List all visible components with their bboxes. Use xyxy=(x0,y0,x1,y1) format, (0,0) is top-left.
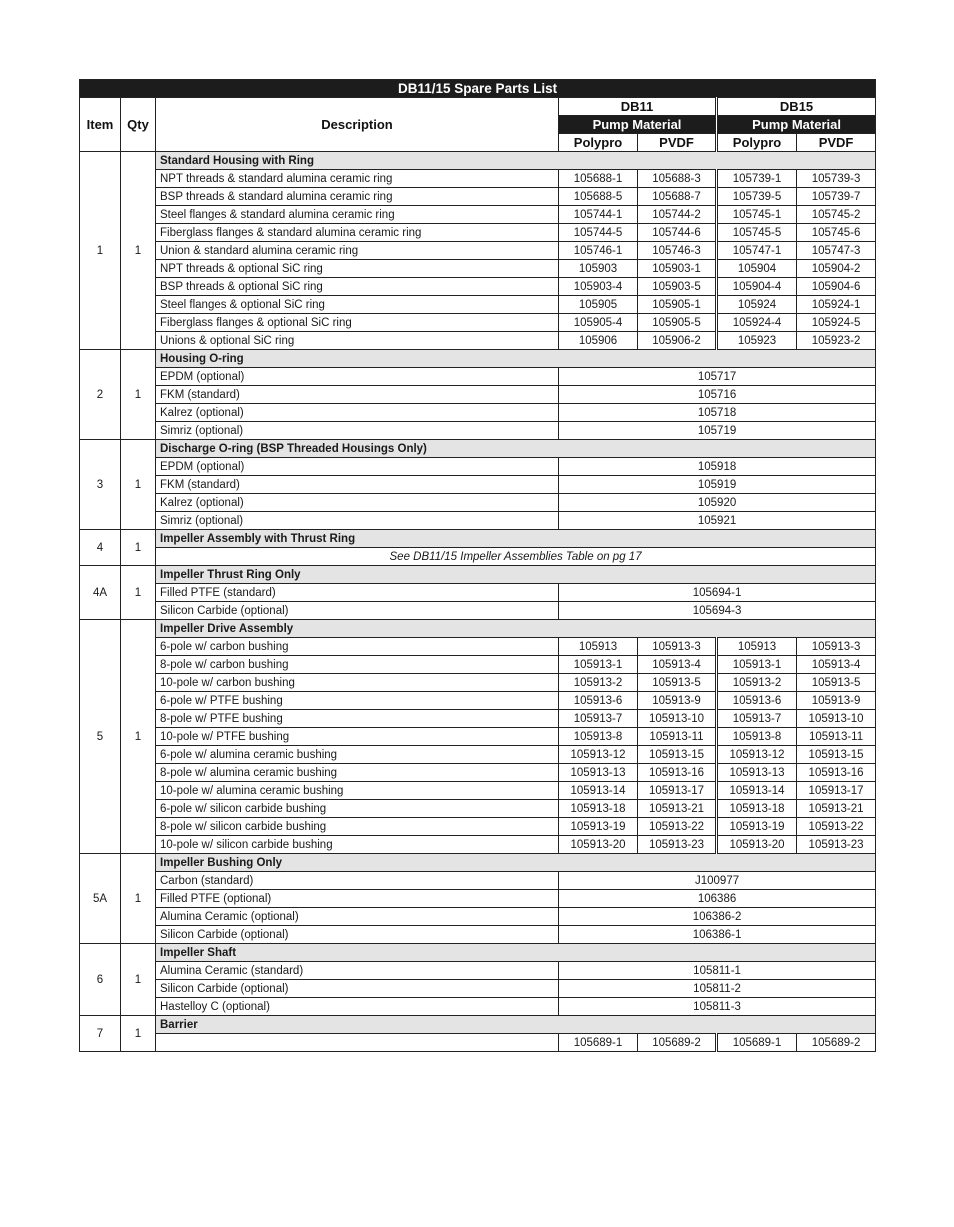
part-number-db15-polypro: 105923 xyxy=(717,332,797,350)
section-row xyxy=(80,1016,876,1034)
part-number-db15-pvdf: 105904-6 xyxy=(797,278,876,296)
part-number-db15-pvdf: 105739-7 xyxy=(797,188,876,206)
part-number-db15-pvdf: 105913-22 xyxy=(797,818,876,836)
part-number-db15-pvdf: 105923-2 xyxy=(797,332,876,350)
part-number-db15-polypro: 105745-1 xyxy=(717,206,797,224)
part-number-db11-pvdf: 105746-3 xyxy=(638,242,717,260)
header-qty: Qty xyxy=(121,98,156,152)
part-description: Silicon Carbide (optional) xyxy=(156,980,559,998)
section-row xyxy=(80,530,876,548)
part-row xyxy=(80,764,876,782)
part-number-db15-polypro: 105913-13 xyxy=(717,764,797,782)
part-number-all: 105920 xyxy=(559,494,876,512)
part-row xyxy=(80,674,876,692)
part-number-db15-pvdf: 105913-21 xyxy=(797,800,876,818)
item-number: 5A xyxy=(80,854,121,944)
part-number-db11-polypro: 105913-8 xyxy=(559,728,638,746)
part-description: FKM (standard) xyxy=(156,386,559,404)
part-row xyxy=(80,638,876,656)
part-number-db15-pvdf: 105913-23 xyxy=(797,836,876,854)
part-number-db11-pvdf: 105688-3 xyxy=(638,170,717,188)
part-number-db11-polypro: 105913-6 xyxy=(559,692,638,710)
part-description: 6-pole w/ silicon carbide bushing xyxy=(156,800,559,818)
part-number-db15-polypro: 105924 xyxy=(717,296,797,314)
part-description: FKM (standard) xyxy=(156,476,559,494)
part-description: NPT threads & standard alumina ceramic ring xyxy=(156,170,559,188)
part-number-db11-polypro: 105913-18 xyxy=(559,800,638,818)
header-db11-pump-material: Pump Material xyxy=(559,116,717,134)
part-number-db15-pvdf: 105913-15 xyxy=(797,746,876,764)
part-number-db15-pvdf: 105913-4 xyxy=(797,656,876,674)
part-number-all: 105718 xyxy=(559,404,876,422)
part-number-db11-polypro: 105913-13 xyxy=(559,764,638,782)
part-row xyxy=(80,242,876,260)
section-title: Impeller Bushing Only xyxy=(156,854,876,872)
part-row xyxy=(80,368,876,386)
part-number-all: 105716 xyxy=(559,386,876,404)
part-number-db15-pvdf: 105739-3 xyxy=(797,170,876,188)
section-row xyxy=(80,620,876,638)
part-description: 8-pole w/ carbon bushing xyxy=(156,656,559,674)
part-number-db15-polypro: 105913-18 xyxy=(717,800,797,818)
quantity: 1 xyxy=(121,1016,156,1052)
part-number-all: 105919 xyxy=(559,476,876,494)
section-title: Standard Housing with Ring xyxy=(156,152,876,170)
part-number-db15-polypro: 105913-19 xyxy=(717,818,797,836)
part-row xyxy=(80,458,876,476)
part-number-db11-polypro: 105746-1 xyxy=(559,242,638,260)
part-row xyxy=(80,548,876,566)
part-row xyxy=(80,188,876,206)
part-number-db15-pvdf: 105913-5 xyxy=(797,674,876,692)
spare-parts-sheet xyxy=(79,79,875,1052)
part-description: Carbon (standard) xyxy=(156,872,559,890)
header-db15: DB15 xyxy=(717,98,876,116)
section-title: Impeller Shaft xyxy=(156,944,876,962)
part-number-db11-polypro: 105906 xyxy=(559,332,638,350)
part-number-db11-polypro: 105913-2 xyxy=(559,674,638,692)
part-number-all: 106386-2 xyxy=(559,908,876,926)
part-number-all: 105694-1 xyxy=(559,584,876,602)
part-number-db15-pvdf: 105904-2 xyxy=(797,260,876,278)
part-number-db15-polypro: 105913-12 xyxy=(717,746,797,764)
section-title: Barrier xyxy=(156,1016,876,1034)
part-number-db15-polypro: 105913-20 xyxy=(717,836,797,854)
part-row xyxy=(80,1034,876,1052)
part-number-db15-pvdf: 105689-2 xyxy=(797,1034,876,1052)
section-row xyxy=(80,854,876,872)
part-number-db11-pvdf: 105905-1 xyxy=(638,296,717,314)
part-number-all: 106386-1 xyxy=(559,926,876,944)
table-title: DB11/15 Spare Parts List xyxy=(80,80,876,98)
part-row xyxy=(80,890,876,908)
section-row xyxy=(80,350,876,368)
part-number-db11-polypro: 105913-7 xyxy=(559,710,638,728)
header-db15-pump-material: Pump Material xyxy=(717,116,876,134)
quantity: 1 xyxy=(121,854,156,944)
spare-parts-table xyxy=(79,79,876,1052)
part-number-all: 105694-3 xyxy=(559,602,876,620)
part-row xyxy=(80,692,876,710)
item-number: 6 xyxy=(80,944,121,1016)
item-number: 2 xyxy=(80,350,121,440)
part-number-db11-polypro: 105903-4 xyxy=(559,278,638,296)
part-description: 10-pole w/ carbon bushing xyxy=(156,674,559,692)
item-number: 4A xyxy=(80,566,121,620)
part-description: Fiberglass flanges & standard alumina ceramic ring xyxy=(156,224,559,242)
part-row xyxy=(80,962,876,980)
part-row xyxy=(80,872,876,890)
quantity: 1 xyxy=(121,350,156,440)
part-row xyxy=(80,260,876,278)
part-description: EPDM (optional) xyxy=(156,368,559,386)
part-description: Filled PTFE (standard) xyxy=(156,584,559,602)
part-description: Unions & optional SiC ring xyxy=(156,332,559,350)
part-row xyxy=(80,710,876,728)
part-number-db11-polypro: 105913-12 xyxy=(559,746,638,764)
quantity: 1 xyxy=(121,944,156,1016)
part-number-db15-pvdf: 105913-3 xyxy=(797,638,876,656)
part-number-db11-pvdf: 105903-5 xyxy=(638,278,717,296)
quantity: 1 xyxy=(121,620,156,854)
part-description: Silicon Carbide (optional) xyxy=(156,602,559,620)
part-number-db11-polypro: 105905 xyxy=(559,296,638,314)
part-description: Filled PTFE (optional) xyxy=(156,890,559,908)
part-number-db15-pvdf: 105924-1 xyxy=(797,296,876,314)
part-row xyxy=(80,908,876,926)
part-number-db15-polypro: 105913-7 xyxy=(717,710,797,728)
table-title-row xyxy=(80,80,876,98)
part-number-db15-pvdf: 105913-10 xyxy=(797,710,876,728)
part-number-db11-pvdf: 105913-9 xyxy=(638,692,717,710)
part-description: BSP threads & optional SiC ring xyxy=(156,278,559,296)
section-title: Impeller Assembly with Thrust Ring xyxy=(156,530,876,548)
part-row xyxy=(80,404,876,422)
section-row xyxy=(80,944,876,962)
part-row xyxy=(80,656,876,674)
part-description xyxy=(156,1034,559,1052)
quantity: 1 xyxy=(121,566,156,620)
reference-note: See DB11/15 Impeller Assemblies Table on pg 17 xyxy=(156,548,876,566)
part-description: Union & standard alumina ceramic ring xyxy=(156,242,559,260)
part-number-db11-polypro: 105913-1 xyxy=(559,656,638,674)
part-description: Hastelloy C (optional) xyxy=(156,998,559,1016)
part-number-db15-pvdf: 105913-17 xyxy=(797,782,876,800)
part-number-db11-pvdf: 105903-1 xyxy=(638,260,717,278)
part-number-db11-polypro: 105744-5 xyxy=(559,224,638,242)
quantity: 1 xyxy=(121,152,156,350)
part-description: Kalrez (optional) xyxy=(156,494,559,512)
part-number-db15-polypro: 105904 xyxy=(717,260,797,278)
part-number-db15-polypro: 105739-5 xyxy=(717,188,797,206)
part-description: BSP threads & standard alumina ceramic ring xyxy=(156,188,559,206)
part-row xyxy=(80,170,876,188)
part-description: 10-pole w/ alumina ceramic bushing xyxy=(156,782,559,800)
part-number-db15-polypro: 105745-5 xyxy=(717,224,797,242)
part-number-db15-polypro: 105913-2 xyxy=(717,674,797,692)
item-number: 1 xyxy=(80,152,121,350)
part-number-db11-pvdf: 105913-22 xyxy=(638,818,717,836)
part-number-db11-polypro: 105913-14 xyxy=(559,782,638,800)
part-number-db11-polypro: 105689-1 xyxy=(559,1034,638,1052)
part-number-db11-pvdf: 105913-5 xyxy=(638,674,717,692)
part-number-db11-pvdf: 105913-11 xyxy=(638,728,717,746)
part-number-db15-polypro: 105913-6 xyxy=(717,692,797,710)
part-row xyxy=(80,512,876,530)
part-row xyxy=(80,422,876,440)
section-title: Impeller Drive Assembly xyxy=(156,620,876,638)
part-description: Simriz (optional) xyxy=(156,422,559,440)
part-row xyxy=(80,476,876,494)
header-db15-pvdf: PVDF xyxy=(797,134,876,152)
section-title: Housing O-ring xyxy=(156,350,876,368)
header-row-models xyxy=(80,98,876,116)
part-number-db11-pvdf: 105913-10 xyxy=(638,710,717,728)
section-row xyxy=(80,440,876,458)
quantity: 1 xyxy=(121,440,156,530)
header-description: Description xyxy=(156,98,559,152)
part-number-all: 105918 xyxy=(559,458,876,476)
part-row xyxy=(80,926,876,944)
item-number: 3 xyxy=(80,440,121,530)
part-number-db15-pvdf: 105745-6 xyxy=(797,224,876,242)
part-number-db11-pvdf: 105913-4 xyxy=(638,656,717,674)
parts-body xyxy=(80,152,876,1052)
part-number-db11-pvdf: 105906-2 xyxy=(638,332,717,350)
part-number-db15-pvdf: 105745-2 xyxy=(797,206,876,224)
part-number-db15-polypro: 105913-1 xyxy=(717,656,797,674)
part-number-db11-polypro: 105688-5 xyxy=(559,188,638,206)
part-description: 6-pole w/ PTFE bushing xyxy=(156,692,559,710)
part-number-all: 106386 xyxy=(559,890,876,908)
part-number-all: 105811-2 xyxy=(559,980,876,998)
part-number-all: J100977 xyxy=(559,872,876,890)
section-row xyxy=(80,152,876,170)
part-number-db11-pvdf: 105905-5 xyxy=(638,314,717,332)
part-number-db11-polypro: 105913-19 xyxy=(559,818,638,836)
part-description: 8-pole w/ silicon carbide bushing xyxy=(156,818,559,836)
part-description: Steel flanges & optional SiC ring xyxy=(156,296,559,314)
part-number-db11-polypro: 105744-1 xyxy=(559,206,638,224)
section-title: Impeller Thrust Ring Only xyxy=(156,566,876,584)
section-row xyxy=(80,566,876,584)
part-description: 10-pole w/ silicon carbide bushing xyxy=(156,836,559,854)
part-number-db11-polypro: 105913-20 xyxy=(559,836,638,854)
part-row xyxy=(80,278,876,296)
part-number-all: 105811-1 xyxy=(559,962,876,980)
part-description: 6-pole w/ alumina ceramic bushing xyxy=(156,746,559,764)
part-description: Kalrez (optional) xyxy=(156,404,559,422)
part-description: Steel flanges & standard alumina ceramic ring xyxy=(156,206,559,224)
part-number-db11-pvdf: 105744-6 xyxy=(638,224,717,242)
part-row xyxy=(80,728,876,746)
part-description: NPT threads & optional SiC ring xyxy=(156,260,559,278)
part-number-db11-pvdf: 105913-17 xyxy=(638,782,717,800)
part-number-db11-polypro: 105903 xyxy=(559,260,638,278)
part-row xyxy=(80,206,876,224)
header-db11-pvdf: PVDF xyxy=(638,134,717,152)
part-number-db15-polypro: 105913 xyxy=(717,638,797,656)
section-title: Discharge O-ring (BSP Threaded Housings Only) xyxy=(156,440,876,458)
part-row xyxy=(80,296,876,314)
part-description: EPDM (optional) xyxy=(156,458,559,476)
part-description: Alumina Ceramic (optional) xyxy=(156,908,559,926)
part-number-db11-pvdf: 105744-2 xyxy=(638,206,717,224)
part-description: Alumina Ceramic (standard) xyxy=(156,962,559,980)
part-row xyxy=(80,494,876,512)
header-db11-polypro: Polypro xyxy=(559,134,638,152)
part-row xyxy=(80,998,876,1016)
header-db11: DB11 xyxy=(559,98,717,116)
part-number-all: 105921 xyxy=(559,512,876,530)
header-item: Item xyxy=(80,98,121,152)
part-number-db15-polypro: 105924-4 xyxy=(717,314,797,332)
part-number-db15-polypro: 105747-1 xyxy=(717,242,797,260)
part-number-db11-pvdf: 105913-21 xyxy=(638,800,717,818)
part-row xyxy=(80,782,876,800)
part-row xyxy=(80,980,876,998)
part-description: Silicon Carbide (optional) xyxy=(156,926,559,944)
quantity: 1 xyxy=(121,530,156,566)
part-number-db15-pvdf: 105913-11 xyxy=(797,728,876,746)
part-number-db11-pvdf: 105688-7 xyxy=(638,188,717,206)
part-number-all: 105811-3 xyxy=(559,998,876,1016)
part-description: 10-pole w/ PTFE bushing xyxy=(156,728,559,746)
part-description: Simriz (optional) xyxy=(156,512,559,530)
part-number-db15-polypro: 105913-8 xyxy=(717,728,797,746)
header-db15-polypro: Polypro xyxy=(717,134,797,152)
part-number-db15-pvdf: 105913-16 xyxy=(797,764,876,782)
item-number: 4 xyxy=(80,530,121,566)
part-number-db11-polypro: 105913 xyxy=(559,638,638,656)
part-number-db11-pvdf: 105913-15 xyxy=(638,746,717,764)
part-description: 6-pole w/ carbon bushing xyxy=(156,638,559,656)
part-description: Fiberglass flanges & optional SiC ring xyxy=(156,314,559,332)
part-row xyxy=(80,584,876,602)
part-number-db11-polypro: 105905-4 xyxy=(559,314,638,332)
part-number-all: 105717 xyxy=(559,368,876,386)
part-number-db11-pvdf: 105689-2 xyxy=(638,1034,717,1052)
part-description: 8-pole w/ PTFE bushing xyxy=(156,710,559,728)
item-number: 5 xyxy=(80,620,121,854)
part-number-db15-pvdf: 105913-9 xyxy=(797,692,876,710)
part-number-db11-pvdf: 105913-3 xyxy=(638,638,717,656)
part-number-db15-polypro: 105689-1 xyxy=(717,1034,797,1052)
part-number-db15-polypro: 105913-14 xyxy=(717,782,797,800)
part-number-db15-polypro: 105904-4 xyxy=(717,278,797,296)
part-number-db15-pvdf: 105924-5 xyxy=(797,314,876,332)
part-row xyxy=(80,836,876,854)
part-description: 8-pole w/ alumina ceramic bushing xyxy=(156,764,559,782)
part-number-all: 105719 xyxy=(559,422,876,440)
part-number-db15-pvdf: 105747-3 xyxy=(797,242,876,260)
part-number-db11-pvdf: 105913-23 xyxy=(638,836,717,854)
part-number-db15-polypro: 105739-1 xyxy=(717,170,797,188)
part-row xyxy=(80,386,876,404)
part-row xyxy=(80,224,876,242)
part-row xyxy=(80,800,876,818)
part-row xyxy=(80,602,876,620)
item-number: 7 xyxy=(80,1016,121,1052)
part-row xyxy=(80,332,876,350)
part-row xyxy=(80,818,876,836)
part-row xyxy=(80,746,876,764)
part-number-db11-polypro: 105688-1 xyxy=(559,170,638,188)
part-number-db11-pvdf: 105913-16 xyxy=(638,764,717,782)
part-row xyxy=(80,314,876,332)
